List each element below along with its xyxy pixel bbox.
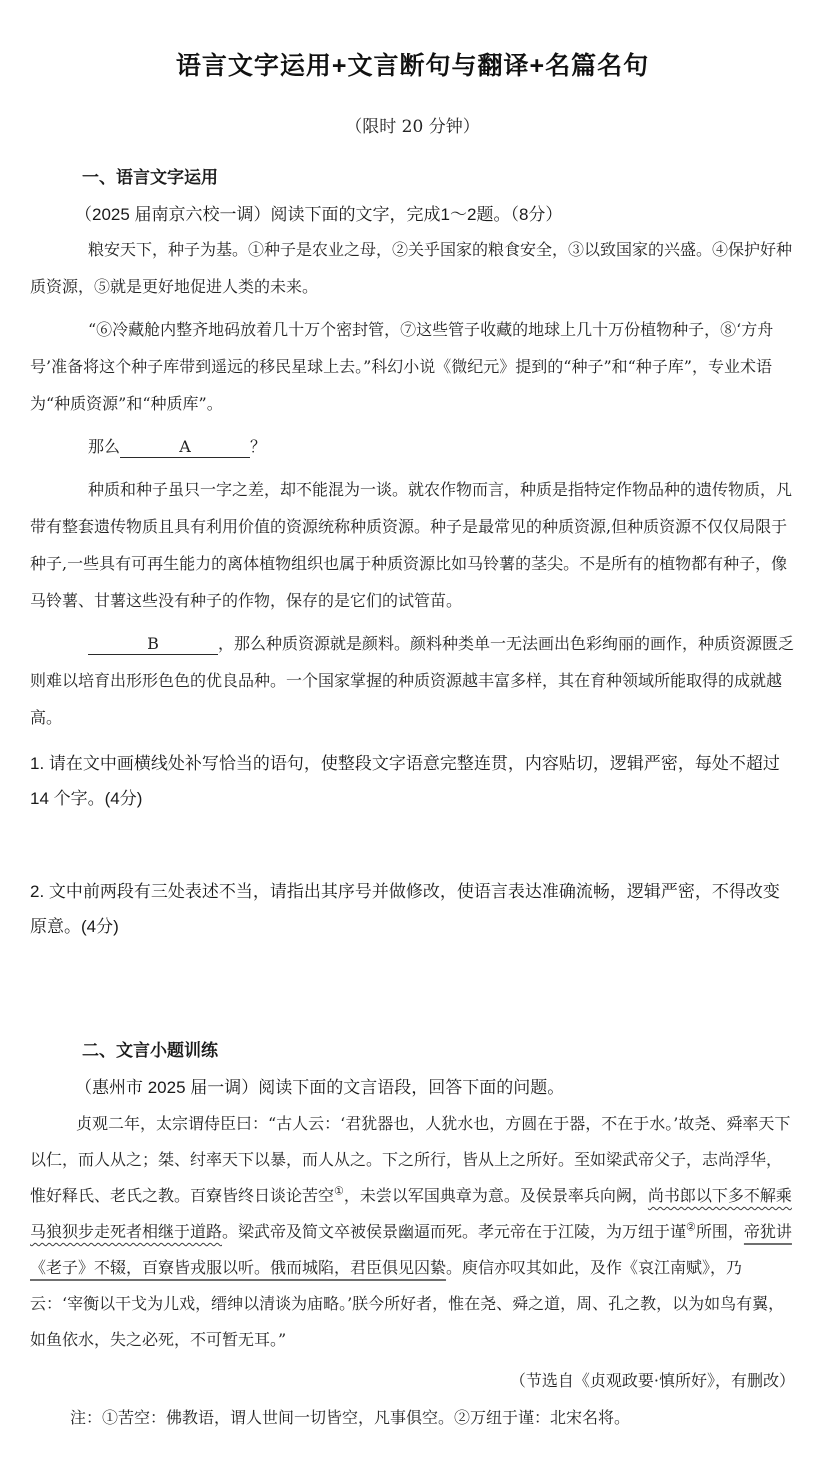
question-2: 2. 文中前两段有三处表述不当，请指出其序号并做修改，使语言表达准确流畅，逻辑严密，不得改变原意。(4分): [30, 882, 780, 936]
section1-source-intro: （2025 届南京六校一调）阅读下面的文字，完成1～2题。（8分）: [75, 205, 563, 224]
passage-part-1: 贞观二年，太宗谓侍臣曰：“古人云：‘君犹器也，人犹水也，方圆在于器，不在于水。’故尧、舜率天下以仁，而人从之；桀、纣率天下以暴，而人从之。下之所行，皆从上之所好。至如梁武帝父子，志尚浮华，惟好释氏、老氏之教。百寮皆终日谈论苦空: [30, 1114, 791, 1205]
seed-paragraph-1: 粮安天下，种子为基。①种子是农业之母，②关乎国家的粮食安全，③以致国家的兴盛。④保护好种质资源，⑤就是更好地促进人类的未来。: [30, 240, 793, 296]
footnote-ref-2: ②: [686, 1220, 696, 1234]
passage-part-4: 所围，: [695, 1222, 744, 1241]
seed-paragraph-2: “⑥冷藏舱内整齐地码放着几十万个密封管，⑦这些管子收藏的地球上几十万份植物种子，⑧‘方舟号’准备将这个种子库带到遥远的移民星球上去。”科幻小说《微纪元》提到的“种子”和“种子库”，专业术语为“种质资源”和“种质库”。: [30, 320, 774, 413]
classical-passage: [30, 1106, 795, 1358]
section2-heading: 二、文言小题训练: [82, 1041, 218, 1060]
wavy-underlined-clause: 尚书郎以下多不解乘马狼狈步走死者相继于道路: [30, 1186, 792, 1241]
section1-heading: 一、语言文字运用: [82, 168, 218, 187]
paint-analogy-paragraph: [30, 625, 795, 736]
blank-a-prefix: 那么: [88, 437, 121, 456]
question-1: 1. 请在文中画横线处补写恰当的语句，使整段文字语意完整连贯，内容贴切，逻辑严密，每处不超过 14 个字。(4分): [30, 754, 780, 808]
passage-part-5: 。庾信亦叹其如此，及作《哀江南赋》，乃云：‘宰衡以干戈为儿戏，缙绅以清谈为庙略。’朕今所好者，惟在尧、舜之道，周、孔之教，以为如鸟有翼，如鱼依水，失之必死，不可暂无耳。”: [30, 1258, 785, 1349]
fill-in-blank-a: A: [120, 438, 250, 458]
blank-a-line: [30, 428, 795, 465]
time-limit-note: （限时 20 分钟）: [345, 117, 480, 137]
germplasm-paragraph: 种质和种子虽只一字之差，却不能混为一谈。就农作物而言，种质是指特定作物品种的遗传物质，凡带有整套遗传物质且具有利用价值的资源统称种质资源。种子是最常见的种质资源,但种质资源不仅仅局限于种子,一些具有可再生能力的离体植物组织也属于种质资源比如马铃薯的茎尖。不是所有的植物都有种子，像马铃薯、甘薯这些没有种子的作物，保存的是它们的试管苗。: [30, 480, 793, 610]
passage-footnotes: 注：①苦空：佛教语，谓人世间一切皆空，凡事俱空。②万纽于谨：北宋名将。: [70, 1408, 631, 1427]
answer-space-question-1: [30, 816, 795, 864]
page-title: 语言文字运用+文言断句与翻译+名篇名句: [175, 52, 650, 80]
fill-in-blank-b: B: [88, 635, 218, 655]
passage-part-2: ，未尝以军国典章为意。及侯景率兵向阙，: [343, 1186, 648, 1205]
footnote-ref-1: ①: [334, 1184, 344, 1198]
underlined-clause: 帝犹讲《老子》不辍，百寮皆戎服以听。俄而城陷，君臣俱见囚絷: [30, 1222, 792, 1277]
answer-space-question-2: [30, 944, 795, 1010]
blank-a-suffix: ？: [250, 437, 267, 456]
passage-part-3: 。梁武帝及简文卒被侯景幽逼而死。孝元帝在于江陵，为万纽于谨: [222, 1222, 687, 1241]
passage-attribution: （节选自《贞观政要·慎所好》，有删改）: [509, 1371, 795, 1390]
paint-paragraph-text: ，那么种质资源就是颜料。颜料种类单一无法画出色彩绚丽的画作，种质资源匮乏则难以培育出形形色色的优良品种。一个国家掌握的种质资源越丰富多样，其在育种领域所能取得的成就越高。: [30, 634, 795, 727]
section2-source-intro: （惠州市 2025 届一调）阅读下面的文言语段，回答下面的问题。: [75, 1078, 565, 1097]
